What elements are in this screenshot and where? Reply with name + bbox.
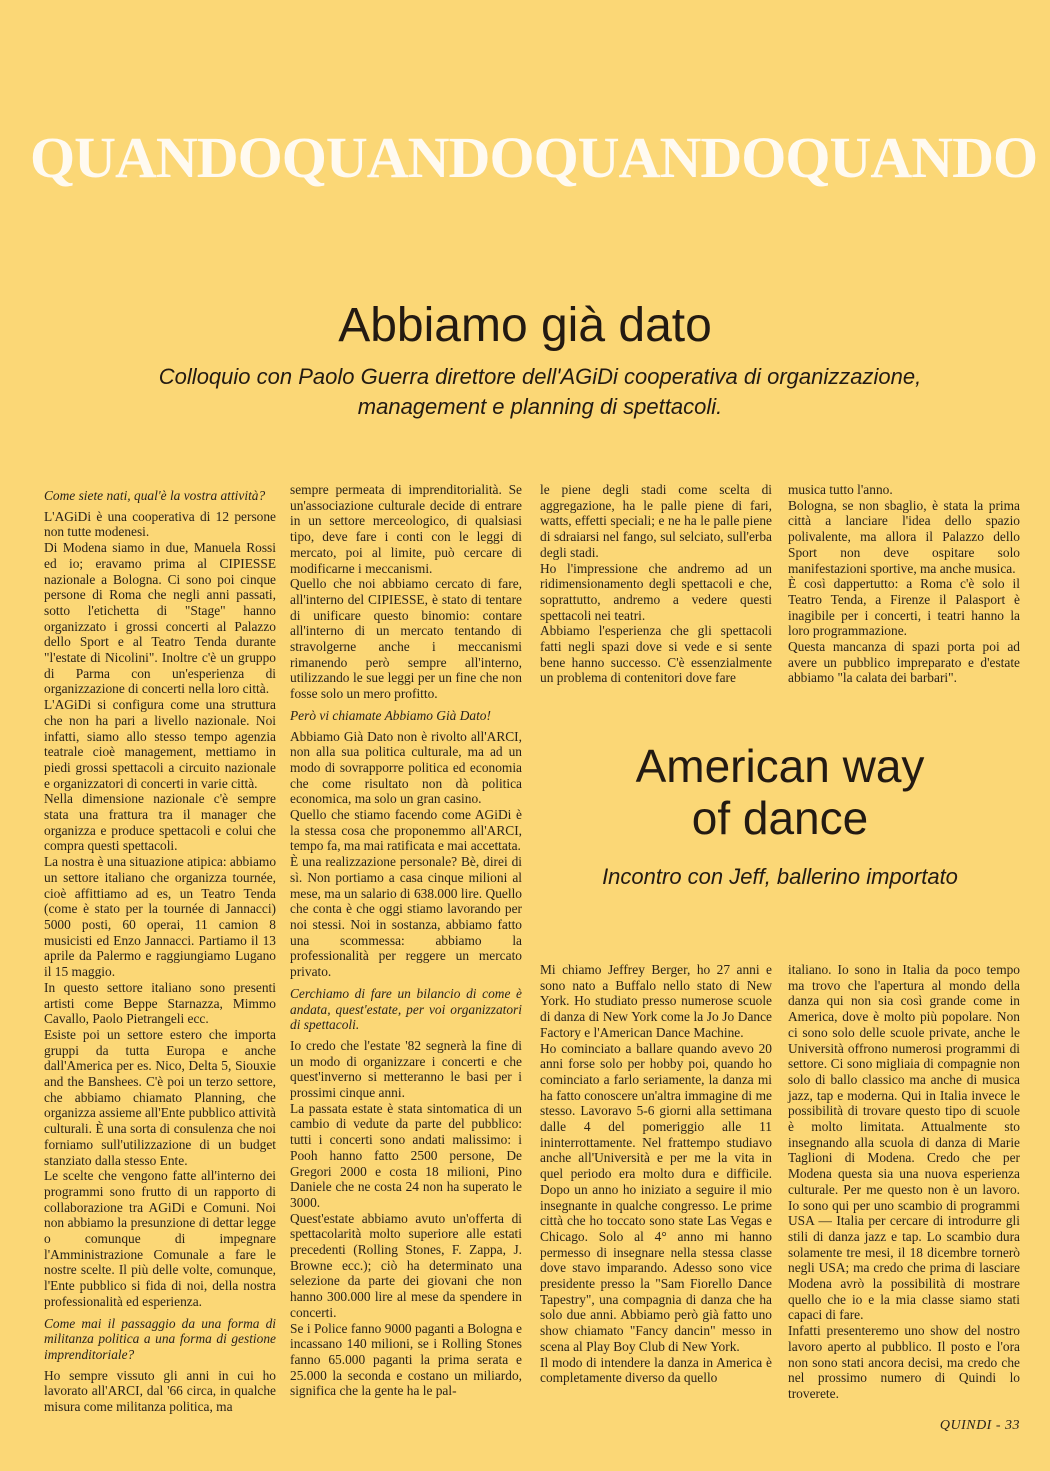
body-paragraph: Io credo che l'estate '82 segnerà la fine di un modo di organizzare i concerti e che quest'inverno si metteranno le basi per i prossimi cinque anni. [290, 1037, 522, 1101]
body-paragraph: Questa mancanza di spazi porta poi ad avere un pubblico impreparato e d'estate abbiamo "la calata dei barbari". [788, 639, 1020, 686]
interview-question: Come siete nati, qual'è la vostra attività? [44, 488, 266, 503]
title-line: of dance [691, 792, 869, 844]
body-paragraph: La nostra è una situazione atipica: abbiamo un settore italiano che organizza tournée, cioè affittiamo ad es, un Teatro Tenda (come è stato per la tournée di Jannacci) 5000 posti, 60 operai, 11 camion 8 musicisti ed Enzo Jannacci. Partiamo il 13 aprile da Palermo e raggiungiamo Lugano il 15 maggio. [44, 854, 277, 980]
body-paragraph: sempre permeata di imprenditorialità. Se un'associazione culturale decide di entrare in un settore merceologico, di qualsiasi tipo, deve fare i conti con le leggi di mercato, poi al limite, può cercare di modificarne i meccanismi. [290, 482, 522, 576]
body-paragraph: Mi chiamo Jeffrey Berger, ho 27 anni e sono nato a Buffalo nello stato di New York. Ho studiato presso numerose scuole di danza di New York come la Jo Jo Dance Factory e l'American Dance Machine. [540, 962, 772, 1040]
banner-word: QUANDO [785, 125, 1038, 190]
body-paragraph: Quello che stiamo facendo come AGiDi è la stessa cosa che proponemmo all'ARCI, tempo fa, ma mai ratificata e mai accettata. [290, 807, 522, 854]
interview-question: Però vi chiamate Abbiamo Già Dato! [290, 707, 491, 723]
body-paragraph: Quest'estate abbiamo avuto un'offerta di spettacolarità molto superiore alle estati precedenti (Rolling Stones, F. Zappa, J. Browne ecc.); ciò ha determinato una selezione da parte dei giovani che non hanno 300.000 lire al mese da spendere in concerti. [290, 1210, 522, 1320]
body-paragraph: le piene degli stadi come scelta di aggregazione, ha le palle piene di fari, watts, effetti speciali; e ne ha le palle piene di sdraiarsi nel fango, sul selciato, sull'erba degli stadi. [540, 482, 772, 560]
body-paragraph: Nella dimensione nazionale c'è sempre stata una frattura tra il manager che organizza e produce spettacoli e colui che compra questi spettacoli. [44, 791, 276, 854]
body-paragraph: La passata estate è stata sintomatica di un cambio di vedute da parte del pubblico: tutti i concerti sono andati malissimo: i Pooh hanno fatto 2500 persone, De Gregori 2000 e costa 18 milioni, Pino Daniele che ne costa 24 non ha superato le 3000. [290, 1100, 522, 1210]
body-paragraph: Ho l'impressione che andremo ad un ridimensionamento degli spettacoli e che, soprattutto, andremo a vedere questi spettacoli nei teatri. [540, 560, 772, 623]
body-paragraph: Il modo di intendere la danza in America è completamente diverso da quello [540, 1354, 772, 1386]
body-paragraph: musica tutto l'anno. [788, 482, 893, 497]
body-paragraph: italiano. Io sono in Italia da poco tempo ma trovo che l'apertura al mondo della danza qui non sia così grande come in America, dove è molto più popolare. Non ci sono solo delle scuole private, anche le Università offrono numerosi programmi di settore. Ci sono migliaia di compagnie non solo di ballo classico ma anche di musica jazz, tap e moderna. Qui in Italia invece le possibilità di trovare questo tipo di scuole è molto limitata. Attualmente sto insegnando alla scuola di danza di Marie Taglioni di Modena. Credo che per Modena questa sia una nuova esperienza culturale. Per me questo non è un lavoro. Io sono qui per uno scambio di programmi USA — Italia per cercare di introdurre gli stili di danza jazz e tap. Lo scambio dura solamente tre mesi, il 18 dicembre tornerò negli USA; ma credo che prima di lasciare Modena avrò la possibilità di mostrare quello che io e la mia classe siamo stati capaci di fare. [788, 962, 1020, 1323]
body-paragraph: Ho sempre vissuto gli anni in cui ho lavorato all'ARCI, dal '66 circa, in qualche misura come militanza politica, ma [44, 1367, 276, 1415]
banner-quando [30, 118, 1038, 198]
article-subtitle: Colloquio con Paolo Guerra direttore dell'AGiDi cooperativa di organizzazione, management e planning di spettacoli. [158, 364, 922, 419]
article2-column-1 [540, 962, 772, 1386]
second-article-title [540, 740, 1020, 844]
body-paragraph: L'AGiDi è una cooperativa di 12 persone non tutte modenesi. [44, 508, 276, 540]
article1-column-1 [44, 482, 276, 1415]
article1-column-4 [788, 482, 1020, 686]
article2-column-2 [788, 962, 1020, 1402]
body-paragraph: In questo settore italiano sono presenti artisti come Beppe Starnazza, Mimmo Cavallo, Paolo Pietrangeli ecc. [44, 979, 276, 1027]
body-paragraph: L'AGiDi si configura come una struttura che non ha pari a livello nazionale. Noi infatti, siamo allo stesso tempo agenzia teatrale cioè management, mettiamo in piedi grossi spettacoli a circuito nazionale e organizzatori di concerti in varie città. [44, 697, 276, 791]
body-paragraph: Se i Police fanno 9000 paganti a Bologna e incassano 140 milioni, se i Rolling Stones fanno 65.000 paganti la prima serata e 25.000 la seconda e costano un miliardo, significa che la gente ha le pal- [290, 1320, 522, 1399]
body-paragraph: Abbiamo Già Dato non è rivolto all'ARCI, non alla sua politica culturale, ma ad un modo di sovrapporre politica ed economia che come risultato non dà politica economica, ma solo un gran casino. [290, 728, 522, 807]
body-paragraph: Le scelte che vengono fatte all'interno dei programmi sono frutto di un rapporto di collaborazione tra AGiDi e Comuni. Noi non abbiamo la presunzione di dettar legge o comunque di impegnare l'Amministrazione Comunale a fare le nostre scelte. Il più delle volte, comunque, l'Ente pubblico si fida di noi, della nostra professionalità ed esperienza. [44, 1168, 276, 1309]
article1-column-3 [540, 482, 772, 686]
banner-word: QUANDO [30, 125, 282, 190]
body-paragraph: Di Modena siamo in due, Manuela Rossi ed io; eravamo prima al CIPIESSE nazionale a Bologna. Ci sono poi cinque persone di Roma che negli anni passati, sotto l'etichetta di "Stage" hanno organizzato i grossi concerti al Palazzo dello Sport e al Teatro Tenda durante "l'estate di Nicolini". Inoltre c'è un gruppo di Parma con un'esperienza di organizzazione di concerti nella loro città. [44, 540, 276, 697]
body-paragraph: Esiste poi un settore estero che importa gruppi da tutta Europa e anche dall'America per es. Nico, Delta 5, Siouxie and the Banshees. C'è poi un terzo settore, che abbiamo chiamato Planning, che organizza assieme all'Ente pubblico attività culturali. È una sorta di consulenza che noi forniamo sull'utilizzazione di un budget stanziato dalla stesso Ente. [44, 1026, 276, 1168]
article1-column-2 [290, 482, 522, 1399]
body-paragraph: È una realizzazione personale? Bè, direi di sì. Non portiamo a casa cinque milioni al mese, ma un salario di 638.000 lire. Quello che conta è che oggi stiamo lavorando per noi stessi. Noi in sostanza, abbiamo fatto una scommessa: abbiamo la professionalità per reggere un mercato privato. [290, 854, 522, 980]
title-line: American way [635, 740, 925, 792]
second-article-subtitle: Incontro con Jeff, ballerino importato [602, 864, 958, 889]
body-paragraph: Ho cominciato a ballare quando avevo 20 anni forse solo per hobby poi, quando ho cominciato a farlo seriamente, la danza mi ha fatto conoscere un'altra immagine di me stesso. Lavoravo 5-6 giorni alla settimana dalle 4 del pomeriggio alle 11 ininterrottamente. Nel frattempo studiavo anche all'Università e per me la vita in quel periodo era molto dura e difficile. Dopo un anno ho iniziato a seguire il mio insegnante in qualche congresso. Le prime città che ho toccato sono state Las Vegas e Chicago. Solo al 4° anno mi hanno permesso di insegnare nella stessa classe dove stavo imparando. Adesso sono vice presidente presso la "Sam Fiorello Dance Tapestry", una compagnia di danza che ha solo due anni. Abbiamo però già fatto uno show chiamato "Fancy dancin" messo in scena al Play Boy Club di New York. [540, 1040, 772, 1354]
body-paragraph: È così dappertutto: a Roma c'è solo il Teatro Tenda, a Firenze il Palasport è inagibile per i concerti, i teatri hanno la loro programmazione. [788, 576, 1020, 639]
body-paragraph: Infatti presenteremo uno show del nostro lavoro aperto al pubblico. Il posto e l'ora non sono stati ancora decisi, ma credo che nel prossimo numero di Quindi lo troverete. [788, 1323, 1020, 1401]
body-paragraph: Bologna, se non sbaglio, è stata la prima città a lanciare l'idea dello spazio polivalente, ma allora il Palazzo dello Sport non deve ospitare solo manifestazioni sportive, ma anche musica. [788, 497, 1020, 576]
body-paragraph: Abbiamo l'esperienza che gli spettacoli fatti negli spazi dove si vede e si sente bene hanno successo. C'è essenzialmente un problema di contenitori dove fare [540, 623, 772, 686]
article-title: Abbiamo già dato [338, 299, 712, 352]
interview-question: Cerchiamo di fare un bilancio di come è andata, quest'estate, per voi organizzatori di spettacoli. [290, 985, 522, 1033]
interview-question: Come mai il passaggio da una forma di militanza politica a una forma di gestione imprenditoriale? [44, 1315, 276, 1362]
banner-word: QUANDO [281, 125, 534, 190]
body-paragraph: Quello che noi abbiamo cercato di fare, all'interno del CIPIESSE, è stato di tentare di unificare questo binomio: contare all'interno di un mercato tentando di stravolgerne anche i meccanismi rimanendo però sempre all'interno, utilizzando le sue leggi per un fine che non fosse solo un mero profitto. [290, 576, 522, 702]
banner-word: QUANDO [533, 125, 786, 190]
page-footer: QUINDI - 33 [939, 1418, 1020, 1433]
